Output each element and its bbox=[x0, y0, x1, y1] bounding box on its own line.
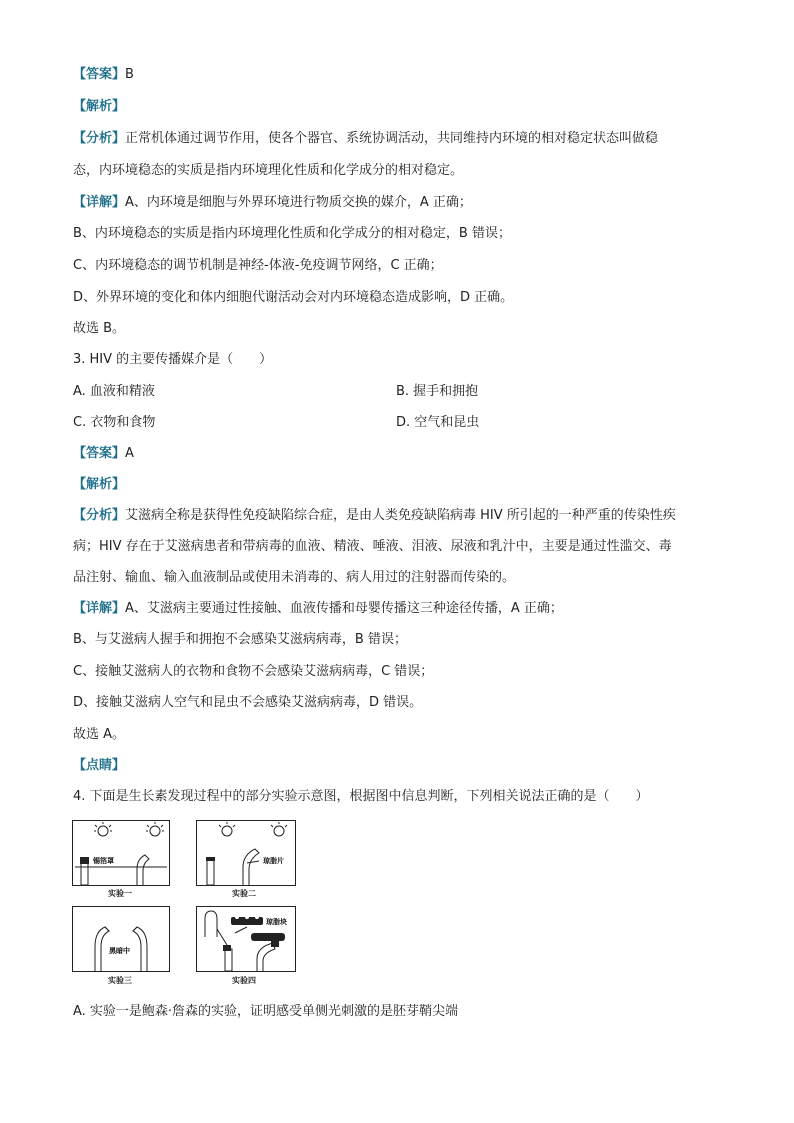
q3-detail-line-a bbox=[73, 601, 563, 617]
q3-stem: 3. HIV 的主要传播媒介是（ ） bbox=[73, 352, 273, 367]
detail-tag: 【详解】 bbox=[73, 601, 126, 616]
q3-option-b: B. 握手和拥抱 bbox=[396, 384, 479, 399]
experiment-1-caption: 实验一 bbox=[108, 889, 132, 898]
q2-answer-line bbox=[73, 67, 134, 83]
answer-value: B bbox=[125, 67, 134, 82]
experiment-4-label: 琼脂块 bbox=[266, 918, 287, 926]
answer-tag: 【答案】 bbox=[73, 67, 126, 82]
q3-option-d: D. 空气和昆虫 bbox=[396, 415, 480, 430]
q3-analysis-heading bbox=[73, 477, 125, 493]
q2-fenxi-line-2: 态，内环境稳态的实质是指内环境理化性质和化学成分的相对稳定。 bbox=[73, 163, 464, 178]
experiment-1-figure bbox=[72, 820, 170, 886]
fenxi-text: 艾滋病全称是获得性免疫缺陷综合症，是由人类免疫缺陷病毒 HIV 所引起的一种严重的传染性疾 bbox=[125, 508, 676, 523]
fenxi-text: 正常机体通过调节作用，使各个器官、系统协调活动，共同维持内环境的相对稳定状态叫做稳 bbox=[125, 131, 659, 146]
experiment-3-drawing bbox=[73, 907, 169, 971]
q4-option-a: A. 实验一是鲍森·詹森的实验，证明感受单侧光刺激的是胚芽鞘尖端 bbox=[73, 1004, 459, 1019]
q3-fenxi-line-2: 病；HIV 存在于艾滋病患者和带病毒的血液、精液、唾液、泪液、尿液和乳汁中，主要是通过性滥交、毒 bbox=[73, 539, 672, 554]
q3-detail-line-b: B、与艾滋病人握手和拥抱不会感染艾滋病病毒，B 错误； bbox=[73, 632, 407, 647]
experiment-2-drawing bbox=[197, 821, 295, 885]
q3-option-a: A. 血液和精液 bbox=[73, 384, 155, 399]
q3-conclusion: 故选 A。 bbox=[73, 727, 126, 742]
q2-detail-line-c: C、内环境稳态的调节机制是神经-体液-免疫调节网络，C 正确； bbox=[73, 258, 443, 273]
experiment-2-figure bbox=[196, 820, 296, 886]
experiment-3-caption: 实验三 bbox=[108, 976, 132, 985]
detail-tag: 【详解】 bbox=[73, 195, 126, 210]
experiment-4-figure bbox=[196, 906, 296, 972]
q3-answer-line bbox=[73, 446, 134, 462]
analysis-tag: 【解析】 bbox=[73, 99, 126, 114]
dianjing-tag: 【点睛】 bbox=[73, 758, 126, 773]
answer-value: A bbox=[125, 446, 134, 461]
experiment-1-label: 锡箔罩 bbox=[93, 857, 114, 865]
answer-tag: 【答案】 bbox=[73, 446, 126, 461]
q2-analysis-heading bbox=[73, 99, 125, 115]
q2-detail-line-a bbox=[73, 195, 472, 211]
fenxi-tag: 【分析】 bbox=[73, 131, 126, 146]
q3-fenxi-line-3: 品注射、输血、输入血液制品或使用未消毒的、病人用过的注射器而传染的。 bbox=[73, 570, 516, 585]
q4-stem: 4. 下面是生长素发现过程中的部分实验示意图，根据图中信息判断，下列相关说法正确的是（ ） bbox=[73, 789, 649, 804]
q3-detail-line-d: D、接触艾滋病人空气和昆虫不会感染艾滋病病毒，D 错误。 bbox=[73, 695, 423, 710]
experiment-3-label: 黑暗中 bbox=[109, 947, 130, 955]
q2-detail-line-d: D、外界环境的变化和体内细胞代谢活动会对内环境稳态造成影响，D 正确。 bbox=[73, 290, 514, 305]
experiment-1-drawing bbox=[73, 821, 169, 885]
q2-conclusion: 故选 B。 bbox=[73, 321, 126, 336]
experiment-2-label: 琼脂片 bbox=[263, 857, 284, 865]
q3-option-c: C. 衣物和食物 bbox=[73, 415, 156, 430]
analysis-tag: 【解析】 bbox=[73, 477, 126, 492]
q3-dianjing-heading bbox=[73, 758, 125, 774]
experiment-3-figure bbox=[72, 906, 170, 972]
q3-detail-line-c: C、接触艾滋病人的衣物和食物不会感染艾滋病病毒，C 错误； bbox=[73, 664, 434, 679]
q2-fenxi-line-1 bbox=[73, 131, 658, 147]
fenxi-tag: 【分析】 bbox=[73, 508, 126, 523]
detail-text: A、内环境是细胞与外界环境进行物质交换的媒介，A 正确； bbox=[125, 195, 472, 210]
q3-fenxi-line-1 bbox=[73, 508, 676, 524]
experiment-2-caption: 实验二 bbox=[232, 889, 256, 898]
experiment-4-caption: 实验四 bbox=[232, 976, 256, 985]
q2-detail-line-b: B、内环境稳态的实质是指内环境理化性质和化学成分的相对稳定，B 错误； bbox=[73, 226, 511, 241]
experiment-4-drawing bbox=[197, 907, 295, 971]
detail-text: A、艾滋病主要通过性接触、血液传播和母婴传播这三种途径传播，A 正确； bbox=[125, 601, 563, 616]
